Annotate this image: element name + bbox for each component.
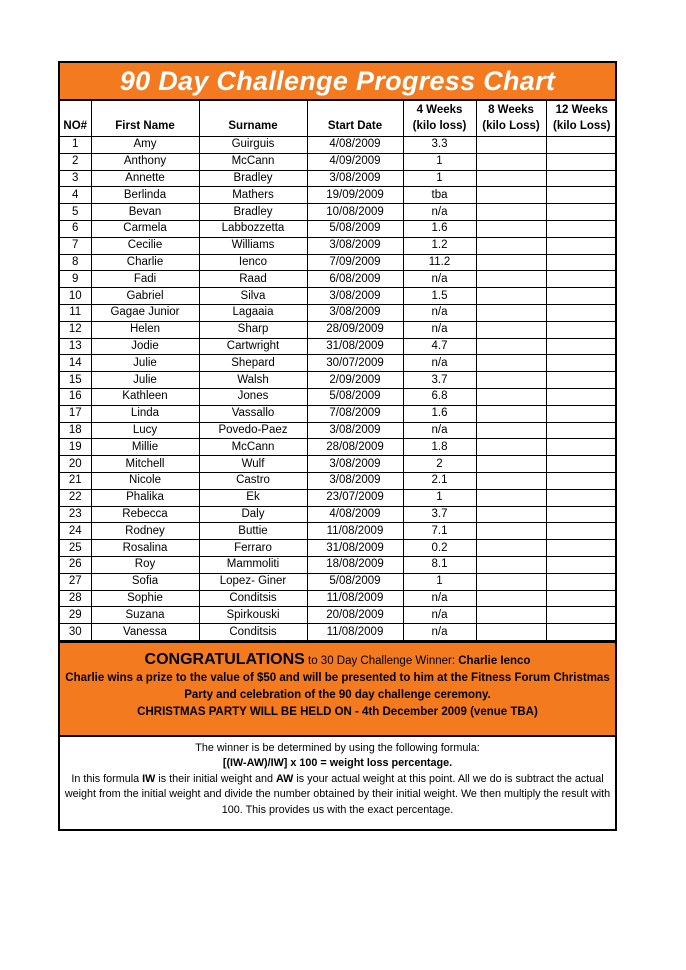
cell-12-weeks [546, 338, 617, 355]
cell-surname: Buttie [199, 523, 307, 540]
cell-start-date: 7/09/2009 [307, 254, 403, 271]
cell-surname: Shepard [199, 355, 307, 372]
cell-12-weeks [546, 405, 617, 422]
cell-surname: Sharp [199, 321, 307, 338]
cell-first-name: Roy [91, 556, 199, 573]
cell-8-weeks [476, 372, 546, 389]
cell-no: 19 [60, 439, 91, 456]
cell-first-name: Rebecca [91, 506, 199, 523]
cell-first-name: Anthony [91, 153, 199, 170]
cell-12-weeks [546, 422, 617, 439]
cell-first-name: Kathleen [91, 388, 199, 405]
table-row [60, 288, 617, 305]
cell-8-weeks [476, 170, 546, 187]
cell-first-name: Julie [91, 372, 199, 389]
cell-start-date: 3/08/2009 [307, 422, 403, 439]
cell-4-weeks: n/a [403, 422, 476, 439]
table-row [60, 388, 617, 405]
table-row [60, 321, 617, 338]
cell-8-weeks [476, 254, 546, 271]
cell-8-weeks [476, 137, 546, 154]
cell-start-date: 3/08/2009 [307, 472, 403, 489]
cell-first-name: Carmela [91, 220, 199, 237]
cell-12-weeks [546, 607, 617, 624]
congrats-to-text: to 30 Day Challenge Winner: [304, 654, 459, 667]
cell-first-name: Jodie [91, 338, 199, 355]
cell-12-weeks [546, 472, 617, 489]
header-4-weeks-line1: 4 Weeks [416, 104, 463, 116]
table-row [60, 506, 617, 523]
cell-start-date: 11/08/2009 [307, 523, 403, 540]
cell-4-weeks: 1 [403, 153, 476, 170]
cell-surname: Castro [199, 472, 307, 489]
cell-4-weeks: n/a [403, 624, 476, 641]
formula-intro: The winner is be determined by using the following formula: [195, 741, 480, 754]
cell-4-weeks: n/a [403, 607, 476, 624]
cell-4-weeks: 8.1 [403, 556, 476, 573]
cell-8-weeks [476, 489, 546, 506]
cell-first-name: Berlinda [91, 187, 199, 204]
cell-surname: Conditsis [199, 590, 307, 607]
cell-no: 13 [60, 338, 91, 355]
cell-4-weeks: 1.8 [403, 439, 476, 456]
cell-start-date: 3/08/2009 [307, 456, 403, 473]
cell-4-weeks: 1 [403, 170, 476, 187]
formula-iw: IW [142, 772, 156, 785]
cell-no: 5 [60, 204, 91, 221]
cell-start-date: 3/08/2009 [307, 237, 403, 254]
table-row [60, 405, 617, 422]
cell-12-weeks [546, 355, 617, 372]
cell-start-date: 6/08/2009 [307, 271, 403, 288]
table-row [60, 422, 617, 439]
cell-start-date: 30/07/2009 [307, 355, 403, 372]
table-row [60, 187, 617, 204]
cell-first-name: Gagae Junior [91, 304, 199, 321]
table-row [60, 372, 617, 389]
cell-first-name: Annette [91, 170, 199, 187]
cell-no: 22 [60, 489, 91, 506]
cell-12-weeks [546, 489, 617, 506]
cell-start-date: 31/08/2009 [307, 540, 403, 557]
formula-explanation [60, 737, 615, 829]
cell-no: 9 [60, 271, 91, 288]
cell-surname: Spirkouski [199, 607, 307, 624]
cell-start-date: 23/07/2009 [307, 489, 403, 506]
table-row [60, 153, 617, 170]
header-4-weeks-line2: (kilo loss) [412, 120, 467, 132]
cell-no: 4 [60, 187, 91, 204]
cell-first-name: Helen [91, 321, 199, 338]
formula-expl-c: is your actual weight at this point. All we do is subtract the actual weight from the initial weight and divide the number obtained by their initial weight. We then multiply the result with 100. This provides us with the exact percentage. [64, 772, 611, 816]
cell-no: 18 [60, 422, 91, 439]
congrats-winner: Charlie Ienco [458, 654, 531, 667]
formula-expl-b: is their initial weight and [155, 772, 276, 785]
cell-12-weeks [546, 573, 617, 590]
progress-chart-sheet [58, 61, 617, 831]
cell-no: 3 [60, 170, 91, 187]
cell-8-weeks [476, 338, 546, 355]
cell-surname: Conditsis [199, 624, 307, 641]
cell-12-weeks [546, 321, 617, 338]
formula-equation: [(IW-AW)/IW] x 100 = weight loss percentage. [222, 757, 453, 770]
cell-12-weeks [546, 288, 617, 305]
cell-8-weeks [476, 439, 546, 456]
table-body [60, 137, 617, 641]
cell-12-weeks [546, 439, 617, 456]
header-8-weeks-line1: 8 Weeks [488, 104, 534, 116]
cell-surname: Ek [199, 489, 307, 506]
cell-surname: Walsh [199, 372, 307, 389]
table-row [60, 556, 617, 573]
cell-12-weeks [546, 540, 617, 557]
table-row [60, 523, 617, 540]
header-4-weeks [403, 101, 476, 137]
cell-8-weeks [476, 540, 546, 557]
table-row [60, 237, 617, 254]
table-row [60, 204, 617, 221]
cell-8-weeks [476, 271, 546, 288]
congratulations-banner [60, 641, 615, 737]
table-row [60, 355, 617, 372]
cell-4-weeks: 1.2 [403, 237, 476, 254]
cell-first-name: Rodney [91, 523, 199, 540]
table-row [60, 540, 617, 557]
header-first-name: First Name [91, 101, 199, 137]
cell-first-name: Bevan [91, 204, 199, 221]
cell-no: 17 [60, 405, 91, 422]
table-row [60, 338, 617, 355]
cell-8-weeks [476, 237, 546, 254]
cell-start-date: 4/09/2009 [307, 153, 403, 170]
cell-first-name: Charlie [91, 254, 199, 271]
cell-no: 21 [60, 472, 91, 489]
cell-no: 23 [60, 506, 91, 523]
table-row [60, 137, 617, 154]
cell-4-weeks: n/a [403, 321, 476, 338]
cell-first-name: Cecilie [91, 237, 199, 254]
table-row [60, 472, 617, 489]
cell-start-date: 5/08/2009 [307, 388, 403, 405]
table-row [60, 624, 617, 641]
cell-no: 2 [60, 153, 91, 170]
cell-surname: Williams [199, 237, 307, 254]
cell-surname: Daly [199, 506, 307, 523]
cell-first-name: Fadi [91, 271, 199, 288]
cell-4-weeks: 6.8 [403, 388, 476, 405]
cell-4-weeks: n/a [403, 355, 476, 372]
cell-start-date: 19/09/2009 [307, 187, 403, 204]
cell-4-weeks: tba [403, 187, 476, 204]
progress-table [60, 101, 617, 641]
cell-start-date: 4/08/2009 [307, 506, 403, 523]
table-row [60, 220, 617, 237]
cell-4-weeks: 2 [403, 456, 476, 473]
cell-start-date: 20/08/2009 [307, 607, 403, 624]
cell-8-weeks [476, 607, 546, 624]
table-row [60, 489, 617, 506]
congrats-headline [60, 651, 615, 670]
cell-4-weeks: 7.1 [403, 523, 476, 540]
cell-first-name: Lucy [91, 422, 199, 439]
cell-surname: Povedo-Paez [199, 422, 307, 439]
cell-8-weeks [476, 456, 546, 473]
cell-8-weeks [476, 187, 546, 204]
header-8-weeks [476, 101, 546, 137]
cell-first-name: Julie [91, 355, 199, 372]
cell-surname: Raad [199, 271, 307, 288]
cell-surname: Vassallo [199, 405, 307, 422]
header-12-weeks-line2: (kilo Loss) [552, 120, 611, 132]
table-row [60, 304, 617, 321]
formula-aw: AW [275, 772, 294, 785]
cell-first-name: Linda [91, 405, 199, 422]
header-12-weeks [546, 101, 617, 137]
cell-start-date: 5/08/2009 [307, 573, 403, 590]
cell-start-date: 2/09/2009 [307, 372, 403, 389]
cell-start-date: 10/08/2009 [307, 204, 403, 221]
cell-8-weeks [476, 506, 546, 523]
cell-8-weeks [476, 304, 546, 321]
cell-12-weeks [546, 506, 617, 523]
cell-12-weeks [546, 388, 617, 405]
cell-surname: Ienco [199, 254, 307, 271]
cell-surname: Guirguis [199, 137, 307, 154]
cell-12-weeks [546, 556, 617, 573]
cell-start-date: 5/08/2009 [307, 220, 403, 237]
cell-8-weeks [476, 204, 546, 221]
table-row [60, 456, 617, 473]
cell-no: 7 [60, 237, 91, 254]
cell-8-weeks [476, 355, 546, 372]
cell-surname: Wulf [199, 456, 307, 473]
cell-4-weeks: 0.2 [403, 540, 476, 557]
page-title: 90 Day Challenge Progress Chart [60, 63, 615, 101]
cell-first-name: Gabriel [91, 288, 199, 305]
cell-start-date: 4/08/2009 [307, 137, 403, 154]
cell-first-name: Mitchell [91, 456, 199, 473]
cell-12-weeks [546, 153, 617, 170]
cell-no: 6 [60, 220, 91, 237]
cell-12-weeks [546, 456, 617, 473]
cell-surname: Ferraro [199, 540, 307, 557]
congrats-heading: CONGRATULATIONS [144, 650, 305, 668]
cell-8-weeks [476, 321, 546, 338]
cell-no: 25 [60, 540, 91, 557]
cell-surname: Bradley [199, 170, 307, 187]
cell-no: 15 [60, 372, 91, 389]
cell-4-weeks: n/a [403, 304, 476, 321]
cell-8-weeks [476, 220, 546, 237]
cell-no: 1 [60, 137, 91, 154]
cell-first-name: Millie [91, 439, 199, 456]
cell-8-weeks [476, 556, 546, 573]
cell-start-date: 3/08/2009 [307, 288, 403, 305]
cell-12-weeks [546, 304, 617, 321]
header-no: NO# [60, 101, 91, 137]
cell-no: 16 [60, 388, 91, 405]
cell-4-weeks: n/a [403, 204, 476, 221]
cell-12-weeks [546, 590, 617, 607]
table-row [60, 590, 617, 607]
cell-surname: McCann [199, 153, 307, 170]
cell-8-weeks [476, 573, 546, 590]
table-header-row [60, 101, 617, 137]
table-row [60, 439, 617, 456]
cell-surname: Mathers [199, 187, 307, 204]
cell-start-date: 28/09/2009 [307, 321, 403, 338]
cell-surname: Bradley [199, 204, 307, 221]
formula-expl-a: In this formula [71, 772, 143, 785]
cell-surname: Lopez- Giner [199, 573, 307, 590]
table-row [60, 254, 617, 271]
cell-4-weeks: 11.2 [403, 254, 476, 271]
cell-no: 26 [60, 556, 91, 573]
cell-8-weeks [476, 624, 546, 641]
cell-start-date: 28/08/2009 [307, 439, 403, 456]
cell-first-name: Suzana [91, 607, 199, 624]
cell-start-date: 3/08/2009 [307, 170, 403, 187]
cell-4-weeks: 3.7 [403, 372, 476, 389]
congrats-prize-line2: Party and celebration of the 90 day challenge ceremony. [184, 688, 491, 701]
cell-12-weeks [546, 624, 617, 641]
cell-12-weeks [546, 523, 617, 540]
cell-first-name: Rosalina [91, 540, 199, 557]
cell-first-name: Sofia [91, 573, 199, 590]
cell-8-weeks [476, 153, 546, 170]
cell-12-weeks [546, 204, 617, 221]
cell-first-name: Phalika [91, 489, 199, 506]
cell-first-name: Sophie [91, 590, 199, 607]
congrats-prize-line1: Charlie wins a prize to the value of $50 and will be presented to him at the Fitness Forum Christmas [65, 671, 610, 684]
cell-4-weeks: n/a [403, 590, 476, 607]
cell-8-weeks [476, 388, 546, 405]
cell-no: 8 [60, 254, 91, 271]
cell-no: 24 [60, 523, 91, 540]
cell-4-weeks: 4.7 [403, 338, 476, 355]
table-row [60, 573, 617, 590]
formula-explanation-text [64, 772, 611, 819]
cell-start-date: 18/08/2009 [307, 556, 403, 573]
cell-first-name: Vanessa [91, 624, 199, 641]
cell-start-date: 7/08/2009 [307, 405, 403, 422]
cell-surname: Cartwright [199, 338, 307, 355]
cell-12-weeks [546, 237, 617, 254]
cell-12-weeks [546, 220, 617, 237]
cell-surname: Lagaaia [199, 304, 307, 321]
cell-surname: Jones [199, 388, 307, 405]
table-row [60, 607, 617, 624]
cell-surname: McCann [199, 439, 307, 456]
cell-4-weeks: 3.7 [403, 506, 476, 523]
cell-no: 20 [60, 456, 91, 473]
cell-start-date: 3/08/2009 [307, 304, 403, 321]
header-surname: Surname [199, 101, 307, 137]
cell-no: 30 [60, 624, 91, 641]
cell-4-weeks: 1.6 [403, 405, 476, 422]
cell-4-weeks: 1.6 [403, 220, 476, 237]
cell-4-weeks: 2.1 [403, 472, 476, 489]
cell-12-weeks [546, 170, 617, 187]
cell-8-weeks [476, 405, 546, 422]
cell-start-date: 31/08/2009 [307, 338, 403, 355]
cell-12-weeks [546, 372, 617, 389]
header-12-weeks-line1: 12 Weeks [555, 104, 608, 116]
header-8-weeks-line2: (kilo Loss) [482, 120, 540, 132]
cell-4-weeks: n/a [403, 271, 476, 288]
cell-8-weeks [476, 523, 546, 540]
cell-12-weeks [546, 254, 617, 271]
cell-first-name: Nicole [91, 472, 199, 489]
cell-surname: Silva [199, 288, 307, 305]
cell-8-weeks [476, 288, 546, 305]
header-start-date: Start Date [307, 101, 403, 137]
cell-no: 10 [60, 288, 91, 305]
cell-4-weeks: 1 [403, 573, 476, 590]
table-row [60, 271, 617, 288]
cell-no: 28 [60, 590, 91, 607]
cell-no: 29 [60, 607, 91, 624]
cell-4-weeks: 3.3 [403, 137, 476, 154]
cell-start-date: 11/08/2009 [307, 624, 403, 641]
cell-4-weeks: 1.5 [403, 288, 476, 305]
cell-no: 12 [60, 321, 91, 338]
cell-8-weeks [476, 590, 546, 607]
cell-12-weeks [546, 187, 617, 204]
cell-no: 27 [60, 573, 91, 590]
cell-no: 14 [60, 355, 91, 372]
cell-no: 11 [60, 304, 91, 321]
cell-start-date: 11/08/2009 [307, 590, 403, 607]
cell-12-weeks [546, 271, 617, 288]
cell-4-weeks: 1 [403, 489, 476, 506]
cell-surname: Mammoliti [199, 556, 307, 573]
cell-8-weeks [476, 472, 546, 489]
cell-first-name: Amy [91, 137, 199, 154]
cell-surname: Labbozzetta [199, 220, 307, 237]
table-row [60, 170, 617, 187]
congrats-party-line: CHRISTMAS PARTY WILL BE HELD ON - 4th December 2009 (venue TBA) [137, 705, 538, 718]
cell-12-weeks [546, 137, 617, 154]
cell-8-weeks [476, 422, 546, 439]
